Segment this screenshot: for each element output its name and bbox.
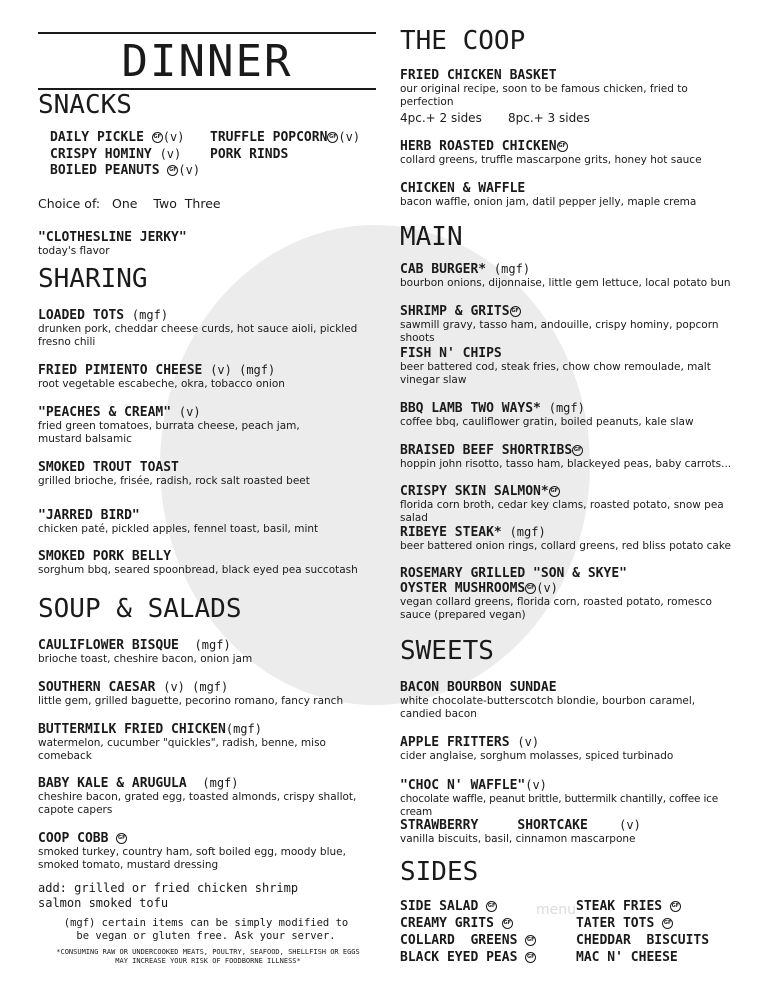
gluten-free-icon: GF [525, 583, 536, 594]
side-item: CHEDDAR BISCUITS [576, 933, 710, 948]
sharing-item: SMOKED PORK BELLY sorghum bbq, seared spoonbread, black eyed pea succotash [38, 549, 358, 576]
snack-boiled-peanuts: BOILED PEANUTS GF (v) [50, 163, 201, 178]
main-heading: MAIN [400, 222, 463, 252]
page-title: DINNER [121, 36, 293, 87]
gluten-free-icon: GF [502, 918, 513, 929]
gluten-free-icon: GF [327, 132, 338, 143]
sweets-item: APPLE FRITTERS (v) cider anglaise, sorghum molasses, spiced turbinado [400, 735, 674, 762]
snacks-heading: SNACKS [38, 90, 132, 120]
salad-item: BUTTERMILK FRIED CHICKEN(mgf) watermelon, cucumber "quickles", radish, benne, miso comeback [38, 722, 326, 762]
item-desc: today's flavor [38, 245, 110, 257]
gluten-free-icon: GF [549, 486, 560, 497]
gluten-free-icon: GF [152, 132, 163, 143]
title-top-rule [38, 32, 376, 34]
gluten-free-icon: GF [167, 165, 178, 176]
coop-item: CHICKEN & WAFFLE bacon waffle, onion jam, datil pepper jelly, maple crema [400, 181, 697, 208]
sharing-item: FRIED PIMIENTO CHEESE (v) (mgf) root vegetable escabeche, okra, tobacco onion [38, 363, 285, 390]
jerky-item [38, 230, 383, 258]
salad-item: BABY KALE & ARUGULA (mgf) cheshire bacon, grated egg, toasted almonds, crispy shallot, capote capers [38, 776, 357, 816]
sweets-heading: SWEETS [400, 636, 494, 666]
main-item: BBQ LAMB TWO WAYS* (mgf) coffee bbq, cauliflower gratin, boiled peanuts, kale slaw [400, 401, 694, 428]
salad-add-line2: salmon smoked tofu [38, 896, 169, 910]
sharing-heading: SHARING [38, 264, 148, 294]
main-item: RIBEYE STEAK* (mgf) beer battered onion rings, collard greens, red bliss potato cake [400, 525, 731, 552]
basket-option-2: 8pc.+ 3 sides [508, 111, 590, 125]
raw-food-warning: *CONSUMING RAW OR UNDERCOOKED MEATS, POULTRY, SEAFOOD, SHELLFISH OR EGGS MAY INCREASE YOUR RISK OF FOODBORNE ILLNESS* [56, 948, 360, 965]
salad-item: SOUTHERN CAESAR (v) (mgf) little gem, grilled baguette, pecorino romano, fancy ranch [38, 680, 344, 707]
main-item: FISH N' CHIPS beer battered cod, steak fries, chow chow remoulade, malt vinegar slaw [400, 346, 711, 386]
main-item: BRAISED BEEF SHORTRIBS GF hoppin john risotto, tasso ham, blackeyed peas, baby carrots... [400, 443, 732, 470]
gluten-free-icon: GF [525, 935, 536, 946]
side-item: SIDE SALAD GF [400, 899, 496, 914]
coop-heading: THE COOP [400, 26, 526, 56]
gluten-free-icon: GF [557, 141, 568, 152]
mgf-note: (mgf) certain items can be simply modified to be vegan or gluten free. Ask your server. [63, 917, 349, 942]
gluten-free-icon: GF [116, 833, 127, 844]
salad-add-line1: add: grilled or fried chicken shrimp [38, 881, 299, 895]
sharing-item: "PEACHES & CREAM" (v) fried green tomatoes, burrata cheese, peach jam, mustard balsamic [38, 405, 300, 445]
main-item: CRISPY SKIN SALMON* GF florida corn broth, cedar key clams, roasted potato, snow pea salad [400, 484, 724, 524]
item-name: "CLOTHESLINE JERKY" [38, 230, 187, 245]
snack-crispy-hominy: CRISPY HOMINY (v) [50, 147, 182, 162]
coop-item: FRIED CHICKEN BASKET our original recipe, soon to be famous chicken, fried to perfection [400, 68, 688, 108]
salad-item: CAULIFLOWER BISQUE (mgf) brioche toast, cheshire bacon, onion jam [38, 638, 253, 665]
main-item: CAB BURGER* (mgf) bourbon onions, dijonnaise, little gem lettuce, local potato bun [400, 262, 731, 289]
salad-item: COOP COBB GF smoked turkey, country ham, soft boiled egg, moody blue, smoked tomato, mustard dressing [38, 831, 346, 871]
side-item: STEAK FRIES GF [576, 899, 680, 914]
gluten-free-icon: GF [670, 901, 681, 912]
coop-item: HERB ROASTED CHICKEN GF collard greens, truffle mascarpone grits, honey hot sauce [400, 139, 702, 166]
main-item: ROSEMARY GRILLED "SON & SKYE" OYSTER MUSHROOMS GF (v) vegan collard greens, florida corn, roasted potato, romesco sauce (prepared vegan) [400, 566, 712, 621]
sharing-item: SMOKED TROUT TOAST grilled brioche, frisée, radish, rock salt roasted beet [38, 460, 310, 487]
sweets-item: BACON BOURBON SUNDAE white chocolate-butterscotch blondie, bourbon caramel, candied bacon [400, 680, 696, 720]
sweets-item: "CHOC N' WAFFLE"(v) chocolate waffle, peanut brittle, buttermilk chantilly, coffee ice cream [400, 778, 718, 818]
soup-salads-heading: SOUP & SALADS [38, 594, 242, 624]
snack-pork-rinds: PORK RINDS [210, 147, 289, 162]
gluten-free-icon: GF [510, 306, 521, 317]
basket-option-1: 4pc.+ 2 sides [400, 111, 482, 125]
main-item: SHRIMP & GRITS GF sawmill gravy, tasso ham, andouille, crispy hominy, popcorn shoots [400, 304, 719, 344]
gluten-free-icon: GF [572, 445, 583, 456]
side-item: COLLARD GREENS GF [400, 933, 535, 948]
gluten-free-icon: GF [486, 901, 497, 912]
gluten-free-icon: GF [662, 918, 673, 929]
gluten-free-icon: GF [525, 952, 536, 963]
sharing-item: "JARRED BIRD" chicken paté, pickled apples, fennel toast, basil, mint [38, 508, 319, 535]
side-item: CREAMY GRITS GF [400, 916, 512, 931]
sides-heading: SIDES [400, 857, 479, 887]
side-item: TATER TOTS GF [576, 916, 672, 931]
sweets-item: STRAWBERRY SHORTCAKE (v) vanilla biscuits, basil, cinnamon mascarpone [400, 818, 641, 845]
side-item: BLACK EYED PEAS GF [400, 950, 535, 965]
snack-choice-line: Choice of: One Two Three [38, 196, 221, 211]
snack-truffle-popcorn: TRUFFLE POPCORN GF (v) [210, 130, 361, 145]
menu-watermark-text: menu [536, 902, 576, 918]
snack-daily-pickle: DAILY PICKLE GF (v) [50, 130, 185, 145]
sharing-item: LOADED TOTS (mgf) drunken pork, cheddar cheese curds, hot sauce aioli, pickled fresno chili [38, 308, 358, 348]
side-item: MAC N' CHEESE [576, 950, 678, 965]
